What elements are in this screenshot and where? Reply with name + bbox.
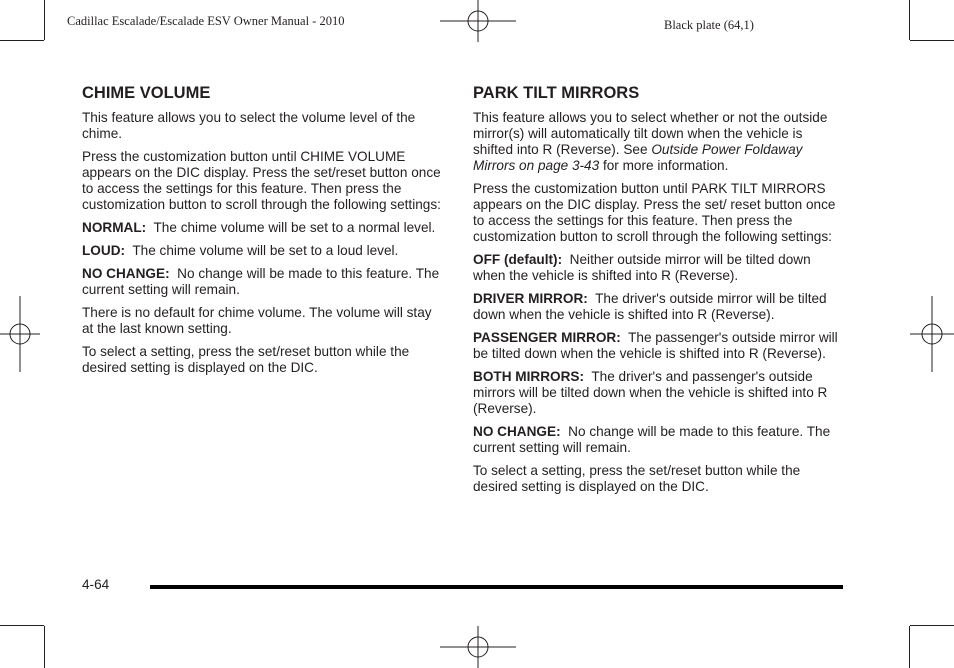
footer-rule — [150, 585, 843, 589]
closing-paragraph: To select a setting, press the set/reset button while the desired setting is displayed on the DIC. — [473, 463, 801, 494]
crop-mark-tr-v — [909, 0, 910, 40]
setting-desc: Neither outside mirror will be tilted down when the vehicle is shifted into R (Reverse). — [473, 252, 811, 283]
intro-text-end: for more information. — [602, 158, 729, 173]
setting-term: OFF (default): — [473, 252, 563, 267]
cross-reference-link[interactable]: Outside Power Foldaway Mirrors on page 3-43 — [473, 142, 803, 173]
setting-item — [473, 252, 839, 284]
crop-mark-tl-h — [0, 40, 44, 41]
setting-term: BOTH MIRRORS: — [473, 369, 585, 384]
registration-mark-right — [910, 296, 954, 372]
intro-text: This feature allows you to select whether or not the outside mirror(s) will automatically tilt down when the vehicle is shifted into R (Reverse). See — [473, 110, 828, 157]
registration-mark-top — [440, 0, 516, 42]
setting-item — [82, 243, 444, 259]
crop-mark-br-v — [909, 626, 910, 668]
setting-item — [473, 291, 839, 323]
setting-item — [473, 424, 839, 456]
registration-mark-left — [0, 296, 40, 372]
setting-desc: The driver's and passenger's outside mirrors will be tilted down when the vehicle is shifted into R (Reverse). — [473, 369, 828, 416]
section-heading: CHIME VOLUME — [82, 84, 211, 102]
closing-paragraph: To select a setting, press the set/reset button while the desired setting is displayed on the DIC. — [82, 344, 410, 375]
crop-mark-br-h — [910, 625, 954, 626]
setting-desc: The passenger's outside mirror will be tilted down when the vehicle is shifted into R (Reverse). — [473, 330, 838, 361]
plate-label: Black plate (64,1) — [664, 18, 754, 32]
registration-mark-bottom — [440, 626, 516, 668]
intro-paragraph: This feature allows you to select the volume level of the chime. — [82, 110, 416, 141]
setting-desc: The driver's outside mirror will be tilted down when the vehicle is shifted into R (Reverse). — [473, 291, 827, 322]
setting-term: DRIVER MIRROR: — [473, 291, 588, 306]
setting-term: NORMAL: — [82, 220, 147, 235]
setting-item — [82, 220, 444, 236]
intro-paragraph — [473, 110, 839, 174]
park-tilt-mirrors-section — [473, 84, 839, 502]
setting-desc: The chime volume will be set to a loud level. — [132, 243, 399, 258]
crop-mark-tr-h — [910, 40, 954, 41]
chime-volume-section — [82, 84, 444, 383]
instructions-paragraph: Press the customization button until CHIME VOLUME appears on the DIC display. Press the set/reset button once to access the settings for this feature. Then press the customization button to scroll through the following settings: — [82, 149, 441, 212]
setting-item — [82, 266, 444, 298]
manual-title: Cadillac Escalade/Escalade ESV Owner Manual - 2010 — [67, 14, 345, 28]
setting-desc: The chime volume will be set to a normal level. — [153, 220, 436, 235]
setting-term: NO CHANGE: — [473, 424, 561, 439]
section-heading: PARK TILT MIRRORS — [473, 84, 640, 102]
setting-term: LOUD: — [82, 243, 126, 258]
default-note-paragraph: There is no default for chime volume. The volume will stay at the last known setting. — [82, 305, 432, 336]
setting-term: PASSENGER MIRROR: — [473, 330, 621, 345]
setting-desc: No change will be made to this feature. The current setting will remain. — [82, 266, 440, 297]
setting-term: NO CHANGE: — [82, 266, 170, 281]
crop-mark-tl-v — [44, 0, 45, 40]
crop-mark-bl-h — [0, 625, 44, 626]
setting-item — [473, 330, 839, 362]
page-number: 4-64 — [82, 577, 110, 592]
instructions-paragraph: Press the customization button until PARK TILT MIRRORS appears on the DIC display. Press the set/ reset button once to access the settings for this feature. Then press the customization button to scroll through the following settings: — [473, 181, 836, 244]
setting-desc: No change will be made to this feature. The current setting will remain. — [473, 424, 831, 455]
setting-item — [473, 369, 839, 417]
crop-mark-bl-v — [44, 626, 45, 668]
